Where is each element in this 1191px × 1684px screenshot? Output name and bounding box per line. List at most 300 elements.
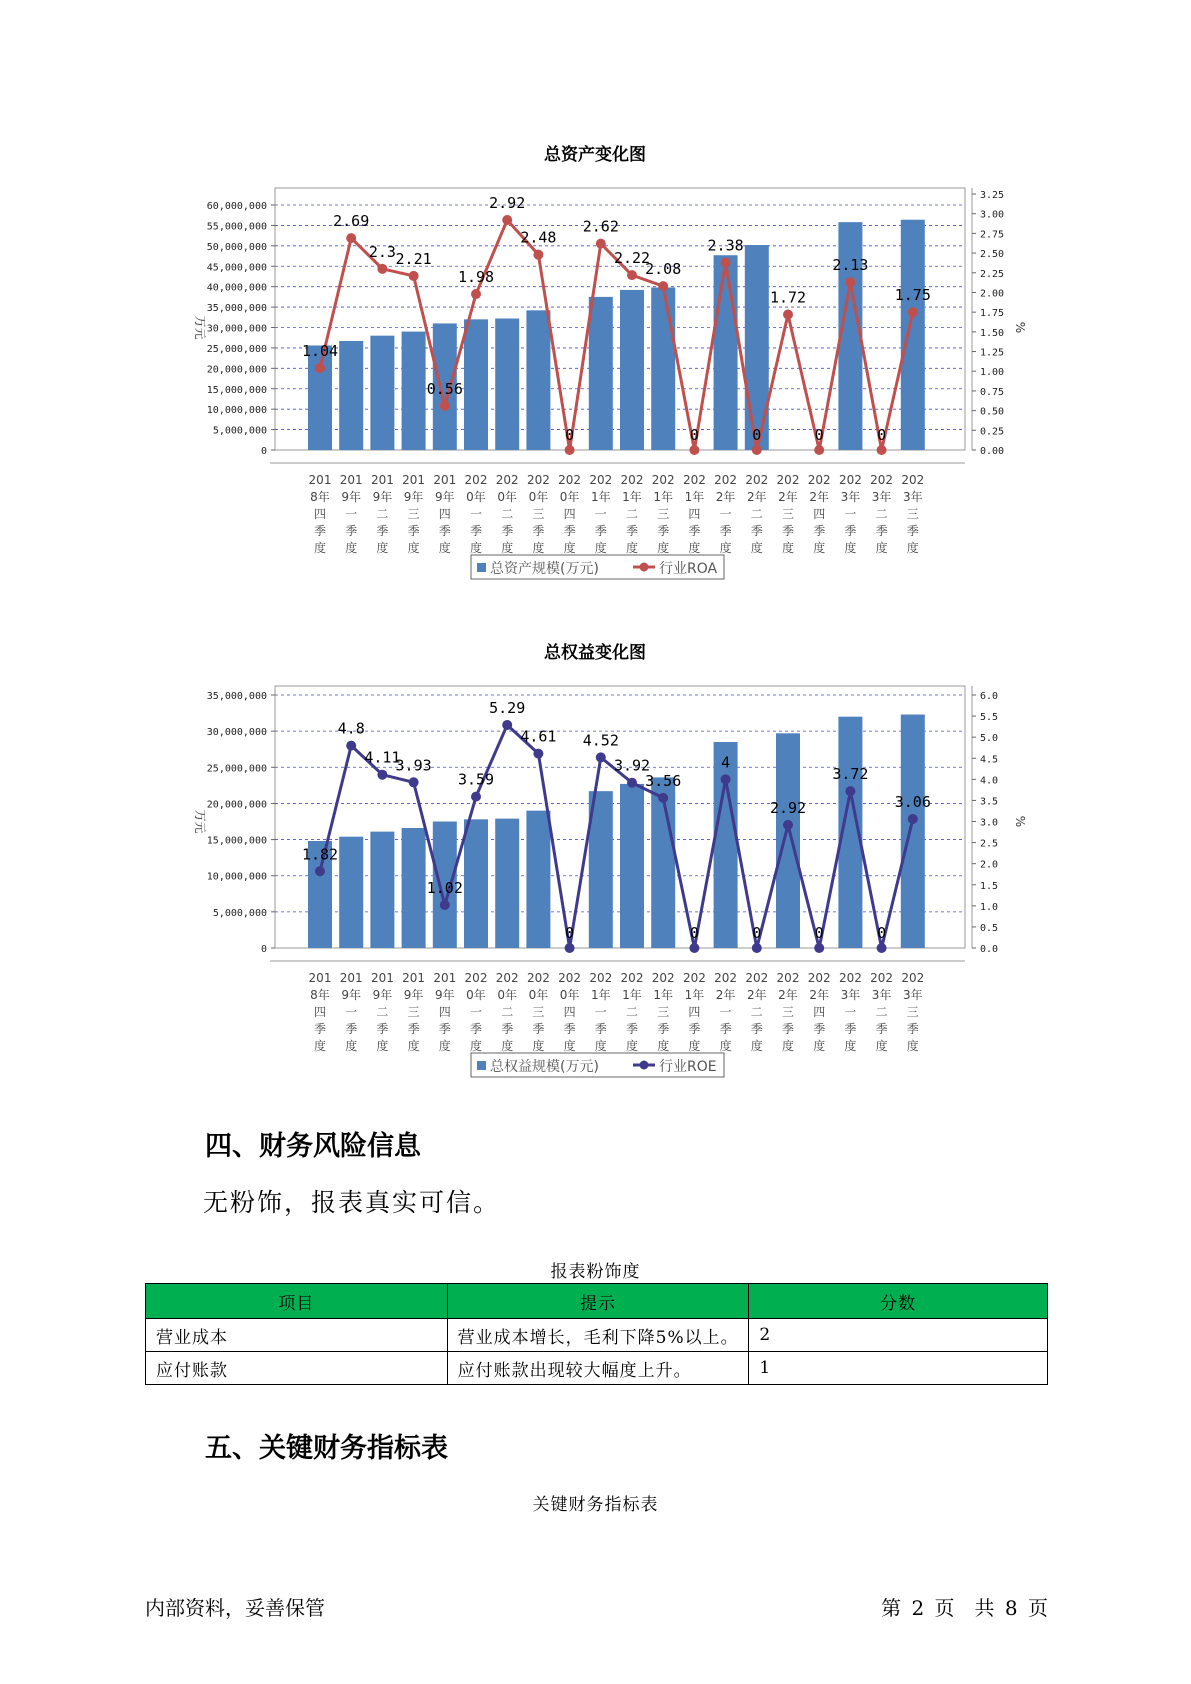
y-right-tick-label: 0.0	[980, 944, 999, 955]
x-category-label	[589, 971, 612, 1053]
legend-bar-swatch	[477, 1061, 486, 1070]
x-category-line: 季	[594, 1022, 607, 1036]
x-category-line: 一	[469, 1005, 483, 1019]
x-category-line: 度	[501, 541, 514, 555]
x-category-line: 1年	[653, 490, 674, 504]
y-right-tick-label: 0.25	[980, 426, 1005, 438]
x-category-line: 一	[844, 507, 857, 521]
bar	[402, 828, 426, 948]
x-category-line: 度	[345, 541, 358, 555]
x-category-label	[496, 473, 519, 555]
x-category-line: 季	[625, 1022, 639, 1036]
table-cell: 营业成本增长，毛利下降5%以上。	[447, 1319, 749, 1352]
x-category-line: 一	[719, 1005, 732, 1019]
x-category-line: 四	[688, 507, 701, 521]
bar	[402, 332, 426, 450]
x-category-label	[589, 473, 612, 555]
risk-table-caption: 报表粉饰度	[550, 1262, 641, 1282]
data-label: 2.08	[645, 260, 682, 279]
x-category-label	[652, 473, 675, 555]
line-point	[627, 270, 637, 280]
y-left-tick-label: 20,000,000	[206, 364, 267, 376]
data-label: 2.21	[395, 249, 432, 268]
x-category-label	[777, 971, 800, 1053]
x-category-label	[558, 971, 581, 1053]
x-category-line: 2年	[809, 988, 830, 1002]
x-category-label	[558, 473, 581, 555]
x-category-line: 季	[875, 1022, 888, 1036]
x-category-line: 9年	[372, 490, 393, 504]
x-category-label	[714, 473, 737, 555]
x-category-line: 季	[688, 1022, 701, 1036]
x-category-line: 二	[501, 507, 514, 521]
x-category-line: 202	[870, 971, 894, 985]
legend	[471, 555, 724, 579]
y-right-tick-label: 4.5	[980, 754, 999, 766]
x-category-line: 二	[376, 1005, 389, 1019]
y-left-tick-label: 50,000,000	[206, 241, 267, 253]
x-category-line: 度	[719, 541, 732, 555]
x-category-label	[901, 473, 924, 555]
x-category-line: 3年	[871, 490, 892, 504]
y-left-tick-label: 25,000,000	[206, 763, 267, 775]
line-point	[471, 792, 481, 802]
y-left-axis-label: 万元	[193, 809, 207, 834]
y-right-tick-label: 0.75	[980, 386, 1005, 398]
x-category-line: 202	[870, 473, 894, 487]
x-category-line: 度	[906, 541, 919, 555]
x-category-line: 1年	[622, 490, 642, 504]
line-point	[565, 943, 575, 953]
x-category-line: 二	[625, 507, 639, 521]
x-category-line: 季	[844, 1022, 857, 1036]
x-category-label	[309, 971, 332, 1053]
x-category-line: 202	[620, 971, 644, 985]
x-category-line: 1年	[653, 988, 674, 1002]
x-category-line: 二	[750, 507, 763, 521]
line-point	[689, 445, 699, 455]
x-category-label	[465, 473, 488, 555]
key-indicators-table-caption: 关键财务指标表	[532, 1495, 659, 1515]
y-right-tick-label: 1.5	[980, 880, 999, 892]
x-category-line: 度	[688, 541, 701, 555]
x-category-line: 季	[438, 524, 451, 538]
x-category-line: 季	[719, 1022, 732, 1036]
x-category-line: 202	[776, 971, 800, 985]
x-category-line: 2年	[746, 490, 767, 504]
y-right-tick-label: 2.25	[980, 268, 1005, 280]
y-left-tick-label: 5,000,000	[212, 425, 267, 437]
line-point	[409, 271, 419, 281]
x-category-line: 季	[501, 1022, 514, 1036]
x-category-line: 9年	[341, 490, 362, 504]
bar	[589, 297, 613, 450]
y-right-tick-label: 2.5	[980, 838, 999, 850]
x-category-line: 度	[438, 541, 451, 555]
x-category-line: 四	[313, 507, 327, 521]
x-category-label	[683, 971, 706, 1053]
x-category-line: 度	[657, 1039, 670, 1053]
x-category-line: 季	[438, 1022, 451, 1036]
x-category-line: 季	[469, 1022, 483, 1036]
bar	[370, 832, 394, 948]
data-label: 3.59	[457, 770, 495, 789]
data-label: 1.82	[301, 845, 339, 864]
y-left-tick-label: 60,000,000	[206, 201, 267, 212]
x-category-line: 1年	[684, 988, 705, 1002]
data-label: 3.72	[832, 765, 869, 784]
legend	[471, 1053, 724, 1077]
table-header-cell: 分数	[749, 1284, 1048, 1319]
x-category-line: 度	[781, 541, 795, 555]
data-label: 0	[814, 426, 824, 444]
line-point	[346, 233, 356, 243]
x-category-line: 2年	[715, 988, 736, 1002]
bar	[714, 742, 738, 948]
data-label: 3.56	[645, 771, 682, 790]
x-category-label	[745, 473, 768, 555]
x-category-line: 季	[625, 524, 639, 538]
x-category-line: 度	[594, 541, 607, 555]
data-label: 5.29	[489, 698, 526, 717]
line-point	[533, 250, 543, 260]
x-category-label	[808, 971, 831, 1053]
line-point	[877, 445, 887, 455]
x-category-line: 二	[625, 1005, 639, 1019]
x-category-line: 202	[745, 971, 769, 985]
x-category-line: 0年	[466, 490, 486, 504]
x-category-line: 度	[438, 1039, 451, 1053]
y-left-tick-label: 0	[260, 446, 267, 457]
x-category-line: 三	[407, 507, 420, 521]
x-category-label	[496, 971, 519, 1053]
x-category-line: 度	[563, 1039, 576, 1053]
y-right-tick-label: 4.0	[980, 775, 999, 787]
x-category-line: 201	[433, 971, 457, 985]
line-point	[752, 943, 762, 953]
x-category-line: 2年	[715, 490, 736, 504]
data-label: 2.3	[368, 242, 396, 261]
data-label: 3.93	[395, 756, 432, 775]
x-category-line: 3年	[840, 490, 861, 504]
y-left-tick-label: 35,000,000	[206, 691, 267, 702]
y-right-tick-label: 5.5	[980, 712, 999, 724]
line-point	[658, 793, 668, 803]
data-label: 2.92	[769, 798, 807, 817]
line-point	[596, 752, 606, 762]
y-left-tick-label: 15,000,000	[206, 384, 267, 396]
x-category-line: 3年	[902, 988, 923, 1002]
x-category-label	[621, 473, 644, 555]
table-cell: 应付账款出现较大幅度上升。	[447, 1352, 749, 1385]
data-label: 1.04	[301, 342, 339, 361]
x-category-line: 201	[370, 971, 394, 985]
data-label: 0	[814, 924, 824, 942]
x-category-line: 1年	[590, 988, 611, 1002]
line-point	[627, 778, 637, 788]
data-label: 1.72	[769, 288, 807, 307]
total-equity-chart	[0, 628, 1191, 1098]
x-category-line: 度	[313, 1039, 327, 1053]
line-point	[471, 289, 481, 299]
x-category-line: 201	[433, 473, 457, 487]
x-category-line: 202	[714, 971, 738, 985]
x-category-line: 度	[906, 1039, 919, 1053]
bar	[620, 290, 644, 450]
data-label: 4.11	[364, 748, 401, 767]
data-label: 2.62	[582, 217, 619, 236]
x-category-line: 四	[313, 1005, 327, 1019]
table-row	[146, 1352, 1048, 1385]
legend-line-marker	[640, 1061, 649, 1070]
data-label: 2.69	[333, 212, 370, 231]
x-category-line: 一	[594, 507, 607, 521]
x-category-line: 三	[781, 1005, 795, 1019]
x-category-line: 季	[750, 1022, 763, 1036]
x-category-label	[745, 971, 768, 1053]
data-label: 4.8	[337, 719, 365, 738]
bar	[308, 345, 332, 450]
y-right-tick-label: 2.75	[980, 229, 1005, 241]
x-category-line: 季	[345, 1022, 358, 1036]
x-category-line: 202	[558, 971, 582, 985]
x-category-line: 季	[688, 524, 701, 538]
line-point	[315, 363, 325, 373]
x-category-label	[371, 971, 394, 1053]
y-left-tick-label: 10,000,000	[206, 405, 267, 417]
y-right-tick-label: 0.50	[980, 406, 1005, 418]
y-right-tick-label: 0.5	[980, 922, 999, 934]
x-category-line: 季	[345, 524, 358, 538]
x-category-line: 9年	[372, 988, 393, 1002]
x-category-line: 度	[594, 1039, 607, 1053]
bar	[464, 819, 488, 948]
x-category-line: 202	[745, 473, 769, 487]
x-category-line: 三	[657, 507, 670, 521]
x-category-line: 202	[838, 473, 862, 487]
data-label: 1.02	[426, 878, 463, 897]
line-point	[845, 786, 855, 796]
x-category-line: 季	[313, 524, 327, 538]
x-category-line: 季	[781, 1022, 795, 1036]
x-category-line: 202	[526, 473, 550, 487]
x-category-line: 度	[813, 1039, 826, 1053]
x-category-line: 三	[781, 507, 795, 521]
x-category-line: 季	[407, 1022, 420, 1036]
x-category-line: 度	[657, 541, 670, 555]
x-category-line: 201	[402, 971, 426, 985]
x-category-line: 二	[501, 1005, 514, 1019]
y-right-tick-label: 5.0	[980, 733, 999, 745]
section-heading-financial-risk: 四、财务风险信息	[205, 1131, 421, 1162]
y-right-tick-label: 3.00	[980, 209, 1005, 221]
x-category-label	[340, 473, 363, 555]
legend-line-marker	[640, 563, 649, 572]
x-category-line: 季	[906, 1022, 919, 1036]
x-category-line: 0年	[466, 988, 486, 1002]
bar	[714, 255, 738, 450]
table-header-cell: 提示	[447, 1284, 749, 1319]
x-category-line: 202	[558, 473, 582, 487]
y-right-tick-label: 0.00	[980, 446, 1005, 457]
x-category-line: 一	[594, 1005, 607, 1019]
y-right-tick-label: 6.0	[980, 691, 999, 702]
x-category-line: 度	[875, 1039, 888, 1053]
x-category-line: 度	[376, 1039, 389, 1053]
line-point	[721, 258, 731, 268]
line-point	[689, 943, 699, 953]
x-category-line: 度	[750, 541, 763, 555]
x-category-line: 9年	[434, 988, 455, 1002]
data-label: 3.06	[894, 792, 931, 811]
bar	[370, 336, 394, 450]
x-category-line: 201	[370, 473, 394, 487]
y-right-tick-label: 3.25	[980, 190, 1005, 201]
x-category-line: 度	[407, 1039, 420, 1053]
x-category-line: 度	[563, 541, 576, 555]
x-category-line: 度	[844, 541, 857, 555]
x-category-label	[402, 971, 425, 1053]
x-category-line: 202	[838, 971, 862, 985]
line-point	[377, 770, 387, 780]
x-category-label	[433, 473, 456, 555]
x-category-line: 2年	[778, 490, 798, 504]
x-category-line: 度	[345, 1039, 358, 1053]
data-label: 4	[721, 753, 731, 772]
line-point	[658, 281, 668, 291]
y-right-tick-label: 3.5	[980, 796, 999, 808]
x-category-line: 季	[532, 524, 545, 538]
line-point	[752, 445, 762, 455]
x-category-line: 202	[714, 473, 738, 487]
line-point	[565, 445, 575, 455]
x-category-line: 0年	[497, 988, 518, 1002]
table-row	[146, 1319, 1048, 1352]
x-category-line: 0年	[559, 490, 580, 504]
y-right-tick-label: 1.50	[980, 327, 1005, 339]
line-point	[440, 401, 450, 411]
y-left-tick-label: 0	[260, 944, 267, 955]
line-point	[845, 277, 855, 287]
x-category-line: 度	[532, 541, 545, 555]
y-right-tick-label: 1.25	[980, 347, 1005, 359]
x-category-line: 度	[376, 541, 389, 555]
chart-title: 总权益变化图	[544, 643, 646, 663]
x-category-line: 季	[532, 1022, 545, 1036]
y-left-tick-label: 55,000,000	[206, 221, 267, 233]
bar	[495, 319, 519, 450]
x-category-line: 1年	[590, 490, 611, 504]
x-category-line: 201	[308, 971, 332, 985]
x-category-line: 季	[376, 524, 389, 538]
x-category-line: 季	[501, 524, 514, 538]
x-category-line: 1年	[684, 490, 705, 504]
report-window-dressing-table	[145, 1283, 1048, 1385]
x-category-line: 四	[438, 507, 451, 521]
x-category-line: 0年	[559, 988, 580, 1002]
y-left-tick-label: 30,000,000	[206, 727, 267, 739]
x-category-label	[839, 473, 862, 555]
x-category-line: 季	[657, 1022, 670, 1036]
x-category-line: 9年	[403, 490, 424, 504]
x-category-line: 3年	[840, 988, 861, 1002]
x-category-label	[340, 971, 363, 1053]
x-category-line: 202	[901, 473, 925, 487]
x-category-line: 2年	[746, 988, 767, 1002]
y-right-tick-label: 3.0	[980, 817, 999, 829]
x-category-line: 度	[844, 1039, 857, 1053]
y-left-tick-label: 30,000,000	[206, 323, 267, 335]
x-category-line: 202	[682, 473, 706, 487]
line-point	[877, 943, 887, 953]
data-label: 4.52	[582, 731, 619, 750]
x-category-line: 季	[657, 524, 670, 538]
line-point	[377, 264, 387, 274]
line-point	[596, 239, 606, 249]
x-category-line: 三	[407, 1005, 420, 1019]
x-category-line: 201	[308, 473, 332, 487]
bar	[651, 287, 675, 450]
x-category-line: 2年	[809, 490, 830, 504]
footer-confidential-note: 内部资料，妥善保管	[145, 1596, 325, 1620]
financial-risk-text: 无粉饰，报表真实可信。	[203, 1188, 501, 1217]
x-category-label	[870, 971, 893, 1053]
x-category-line: 度	[469, 1039, 483, 1053]
x-category-line: 度	[501, 1039, 514, 1053]
x-category-line: 0年	[497, 490, 518, 504]
x-category-line: 202	[620, 473, 644, 487]
x-category-line: 季	[563, 524, 576, 538]
data-label: 2.92	[489, 193, 526, 212]
data-label: 0	[877, 426, 887, 444]
x-category-label	[433, 971, 456, 1053]
x-category-line: 季	[844, 524, 857, 538]
x-category-label	[714, 971, 737, 1053]
x-category-line: 3年	[871, 988, 892, 1002]
x-category-line: 度	[781, 1039, 795, 1053]
x-category-line: 季	[875, 524, 888, 538]
x-category-line: 度	[750, 1039, 763, 1053]
x-category-line: 季	[906, 524, 919, 538]
x-category-line: 度	[813, 541, 826, 555]
x-category-label	[527, 971, 550, 1053]
table-cell: 1	[749, 1352, 1048, 1385]
x-category-line: 202	[464, 473, 488, 487]
x-category-line: 三	[657, 1005, 670, 1019]
bar	[495, 819, 519, 948]
x-category-line: 3年	[902, 490, 923, 504]
bar	[620, 784, 644, 948]
data-label: 0	[689, 426, 699, 444]
x-category-line: 一	[719, 507, 732, 521]
x-category-label	[309, 473, 332, 555]
x-category-label	[777, 473, 800, 555]
bar	[339, 341, 363, 450]
legend-bar-label: 总权益规模(万元)	[490, 1059, 599, 1075]
legend-line-label: 行业ROE	[659, 1059, 717, 1075]
x-category-label	[683, 473, 706, 555]
x-category-label	[621, 971, 644, 1053]
y-left-tick-label: 25,000,000	[206, 343, 267, 355]
x-category-line: 季	[469, 524, 483, 538]
x-category-line: 度	[719, 1039, 732, 1053]
x-category-line: 二	[750, 1005, 763, 1019]
x-category-line: 四	[813, 1005, 826, 1019]
x-category-line: 季	[781, 524, 795, 538]
x-category-line: 季	[813, 524, 826, 538]
y-right-tick-label: 1.00	[980, 367, 1005, 379]
x-category-line: 二	[875, 507, 888, 521]
